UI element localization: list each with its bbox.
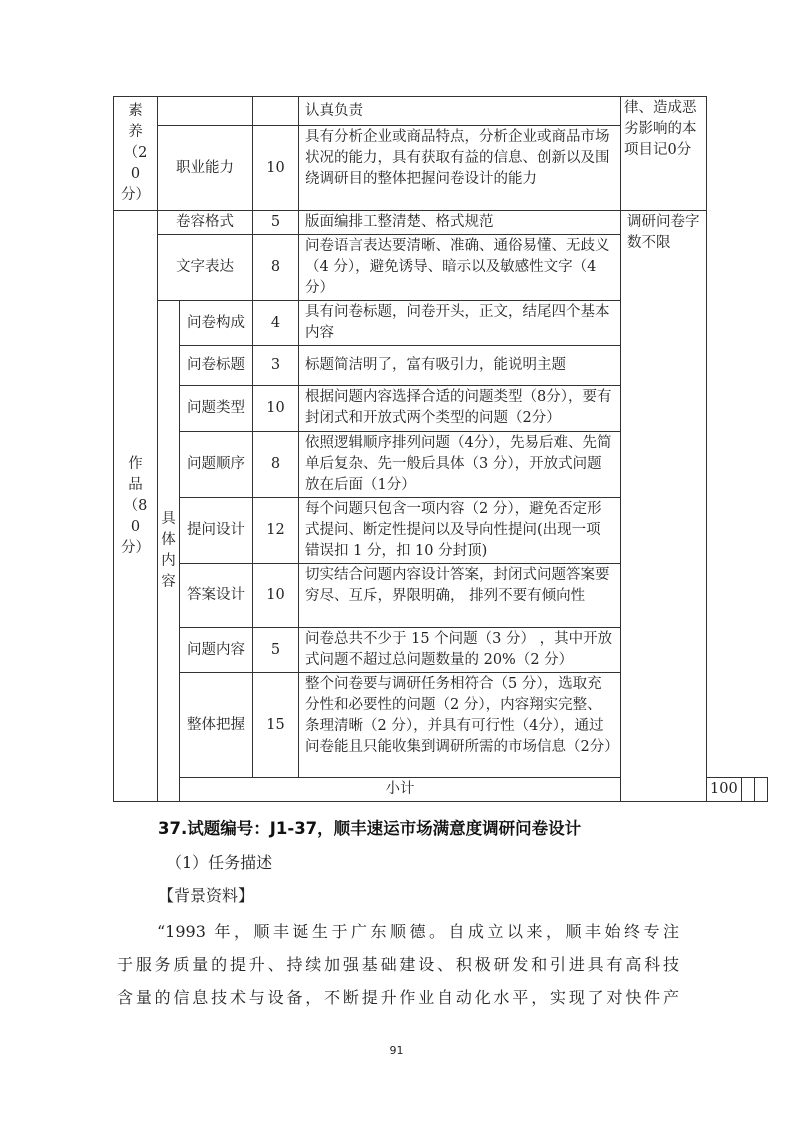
sub-item: 问题类型 — [180, 386, 253, 432]
criteria-cell: 问卷语言表达要清晰、准确、通俗易懂、无歧义（4 分），避免诱导、暗示以及敏感性文字（4分） — [299, 235, 621, 301]
note-cell: 调研问卷字数不限 — [621, 211, 707, 802]
paragraph-line: 含量的信息技术与设备，不断提升作业自动化水平，实现了对快件产 — [117, 988, 679, 1007]
score-cell: 8 — [253, 432, 299, 498]
score-cell: 10 — [253, 386, 299, 432]
sub-item: 问卷构成 — [180, 301, 253, 346]
criteria-cell: 具有问卷标题，问卷开头，正文，结尾四个基本内容 — [299, 301, 621, 346]
sub-item: 问题内容 — [180, 628, 253, 673]
sub-item: 卷容格式 — [158, 211, 253, 235]
paragraph-line: “1993 年，顺丰诞生于广东顺德。自成立以来，顺丰始终专注 — [157, 922, 679, 941]
score-cell: 15 — [253, 673, 299, 778]
note-cell: 律、造成恶劣影响的本项目记0分 — [621, 97, 707, 211]
score-cell: 5 — [253, 211, 299, 235]
category-zuopin: 作 品 （8 0 分） — [114, 211, 158, 802]
score-cell: 4 — [253, 301, 299, 346]
criteria-cell: 整个问卷要与调研任务相符合（5 分），选取充分性和必要性的问题（2 分），内容翔实完整、条理清晰（2 分），并具有可行性（4分），通过问卷能且只能收集到调研所需的市场信息（2分） — [299, 673, 621, 778]
criteria-cell: 依照逻辑顺序排列问题（4分），先易后难、先简单后复杂、先一般后具体（3 分），开放式问题放在后面（1分） — [299, 432, 621, 498]
criteria-cell: 认真负责 — [299, 97, 621, 126]
category-suyang: 素 养 （2 0 分） — [114, 97, 158, 211]
task-description-title: （1）任务描述 — [166, 853, 273, 872]
paragraph-line: 于服务质量的提升、持续加强基础建设、积极研发和引进具有高科技 — [117, 955, 679, 974]
score-cell: 12 — [253, 498, 299, 564]
juti-neirong-label: 具 体 内 容 — [158, 301, 180, 802]
criteria-cell: 根据问题内容选择合适的问题类型（8分），要有封闭式和开放式两个类型的问题（2分） — [299, 386, 621, 432]
empty-cell — [754, 778, 767, 802]
score-cell: 10 — [253, 564, 299, 628]
criteria-cell: 版面编排工整清楚、格式规范 — [299, 211, 621, 235]
sub-item: 文字表达 — [158, 235, 253, 301]
score-cell: 8 — [253, 235, 299, 301]
score-cell — [253, 97, 299, 126]
criteria-cell: 具有分析企业或商品特点，分析企业或商品市场状况的能力，具有获取有益的信息、创新以及围绕调研目的整体把握问卷设计的能力 — [299, 126, 621, 211]
background-label: 【背景资料】 — [158, 886, 255, 905]
score-cell: 3 — [253, 346, 299, 386]
sub-item: 职业能力 — [158, 126, 253, 211]
subtotal-score: 100 — [707, 778, 742, 802]
score-cell: 10 — [253, 126, 299, 211]
sub-item — [158, 97, 253, 126]
empty-cell — [741, 778, 754, 802]
sub-item: 问卷标题 — [180, 346, 253, 386]
subtotal-label: 小计 — [180, 778, 621, 802]
background-paragraph — [117, 915, 679, 1014]
criteria-cell: 切实结合问题内容设计答案，封闭式问题答案要穷尽、互斥，界限明确， 排列不要有倾向性 — [299, 564, 621, 628]
question-heading: 37.试题编号：J1-37，顺丰速运市场满意度调研问卷设计 — [158, 819, 582, 838]
criteria-cell: 标题简洁明了，富有吸引力，能说明主题 — [299, 346, 621, 386]
sub-item: 提问设计 — [180, 498, 253, 564]
sub-item: 整体把握 — [180, 673, 253, 778]
sub-item: 答案设计 — [180, 564, 253, 628]
score-cell: 5 — [253, 628, 299, 673]
criteria-cell: 每个问题只包含一项内容（2 分），避免否定形式提问、断定性提问以及导向性提问(出现一项错误扣 1 分，扣 10 分封顶) — [299, 498, 621, 564]
sub-item: 问题顺序 — [180, 432, 253, 498]
page-number: 91 — [389, 1044, 404, 1057]
scoring-table — [113, 96, 768, 802]
criteria-cell: 问卷总共不少于 15 个问题（3 分） ，其中开放式问题不超过总问题数量的 20%（2 分） — [299, 628, 621, 673]
